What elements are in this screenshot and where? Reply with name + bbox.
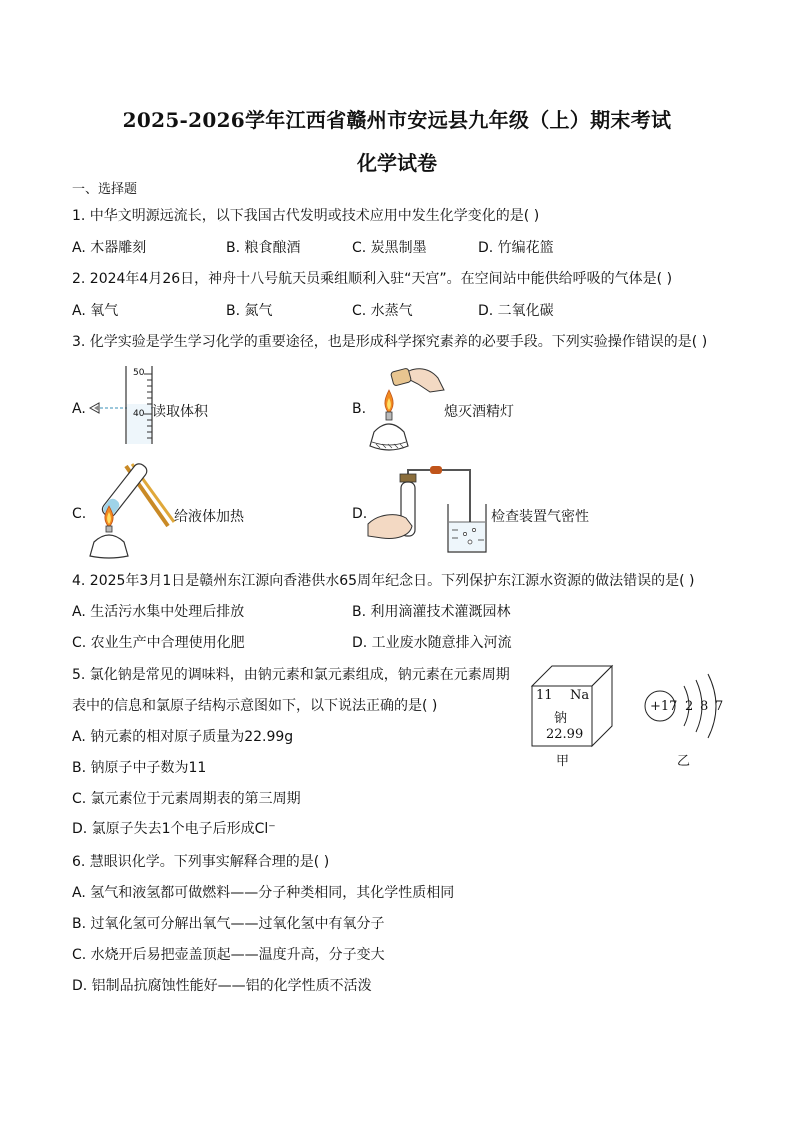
q3-c-letter: C. [72,506,87,522]
q4-option-c: C. 农业生产中合理使用化肥 [72,635,245,651]
q5-stem-line2: 表中的信息和氯原子结构示意图如下，以下说法正确的是( ) [72,698,438,714]
element-atomic-mass: 22.99 [546,727,584,742]
q6-stem: 6. 慧眼识化学。下列事实解释合理的是( ) [72,854,330,870]
element-name: 钠 [554,711,568,726]
hand-icon [390,368,444,392]
q5-option-a: A. 钠元素的相对原子质量为22.99g [72,729,294,745]
tick-label-40: 40 [133,409,145,419]
element-symbol: Na [570,688,590,703]
q6-option-a: A. 氢气和液氢都可做燃料——分子种类相同，其化学性质相同 [72,885,455,901]
exam-title: 2025-2026学年江西省赣州市安远县九年级（上）期末考试 [122,108,672,132]
q3-b-letter: B. [352,401,367,417]
section-heading: 一、选择题 [72,182,138,197]
q5-stem-line1: 5. 氯化钠是常见的调味料，由钠元素和氯元素组成，钠元素在元素周期 [72,667,510,683]
atom-nucleus-charge: +17 [650,699,678,714]
q1-option-d: D. 竹编花篮 [478,240,554,256]
q3-d-label: 检查装置气密性 [491,509,589,525]
q1-option-b: B. 粮食酿酒 [226,240,301,256]
hand-icon [368,515,412,539]
q1-stem: 1. 中华文明源远流长，以下我国古代发明或技术应用中发生化学变化的是( ) [72,208,540,224]
q3-b-label: 熄灭酒精灯 [444,404,514,420]
q3-d-letter: D. [352,506,368,522]
q3-stem: 3. 化学实验是学生学习化学的重要途径，也是形成科学探究素养的必要手段。下列实验操作错误的是( ) [72,334,708,350]
q5-option-d: D. 氯原子失去1个电子后形成Cl⁻ [72,821,276,837]
shell-3-electrons: 7 [715,699,724,714]
q5-option-b: B. 钠原子中子数为11 [72,760,207,776]
q6-option-b: B. 过氧化氢可分解出氧气——过氧化氢中有氧分子 [72,916,385,932]
atom-caption: 乙 [677,754,691,769]
q2-option-b: B. 氮气 [226,303,273,319]
q2-option-a: A. 氧气 [72,303,119,319]
q1-option-a: A. 木器雕刻 [72,240,147,256]
eye-icon [90,403,99,413]
element-caption: 甲 [556,754,570,769]
q4-option-d: D. 工业废水随意排入河流 [352,635,512,651]
q6-option-c: C. 水烧开后易把壶盖顶起——温度升高，分子变大 [72,947,385,963]
q2-option-d: D. 二氧化碳 [478,303,554,319]
airtightness-check-figure [366,460,488,558]
exam-subtitle: 化学试卷 [357,151,437,175]
tick-label-50: 50 [133,368,145,378]
q3-c-label: 给液体加热 [174,509,244,525]
q2-stem: 2. 2024年4月26日，神舟十八号航天员乘组顺利入驻“天宫”。在空间站中能供给呼吸的气体是( ) [72,271,673,287]
q1-option-c: C. 炭黑制墨 [352,240,427,256]
shell-1-electrons: 2 [685,699,694,714]
q2-option-c: C. 水蒸气 [352,303,413,319]
heating-test-tube-figure [86,460,178,560]
q4-option-a: A. 生活污水集中处理后排放 [72,604,245,620]
q3-a-letter: A. [72,401,86,417]
q3-a-label: 读取体积 [152,404,208,420]
q4-stem: 4. 2025年3月1日是赣州东江源向香港供水65周年纪念日。下列保护东江源水资源的做法错误的是( ) [72,573,695,589]
q5-option-c: C. 氯元素位于元素周期表的第三周期 [72,791,301,807]
element-atomic-number: 11 [536,688,553,703]
q6-option-d: D. 铝制品抗腐蚀性能好——铝的化学性质不活泼 [72,978,372,994]
alcohol-lamp-figure [362,362,446,458]
flame-icon [385,390,393,412]
shell-2-electrons: 8 [700,699,709,714]
q4-option-b: B. 利用滴灌技术灌溉园林 [352,604,511,620]
